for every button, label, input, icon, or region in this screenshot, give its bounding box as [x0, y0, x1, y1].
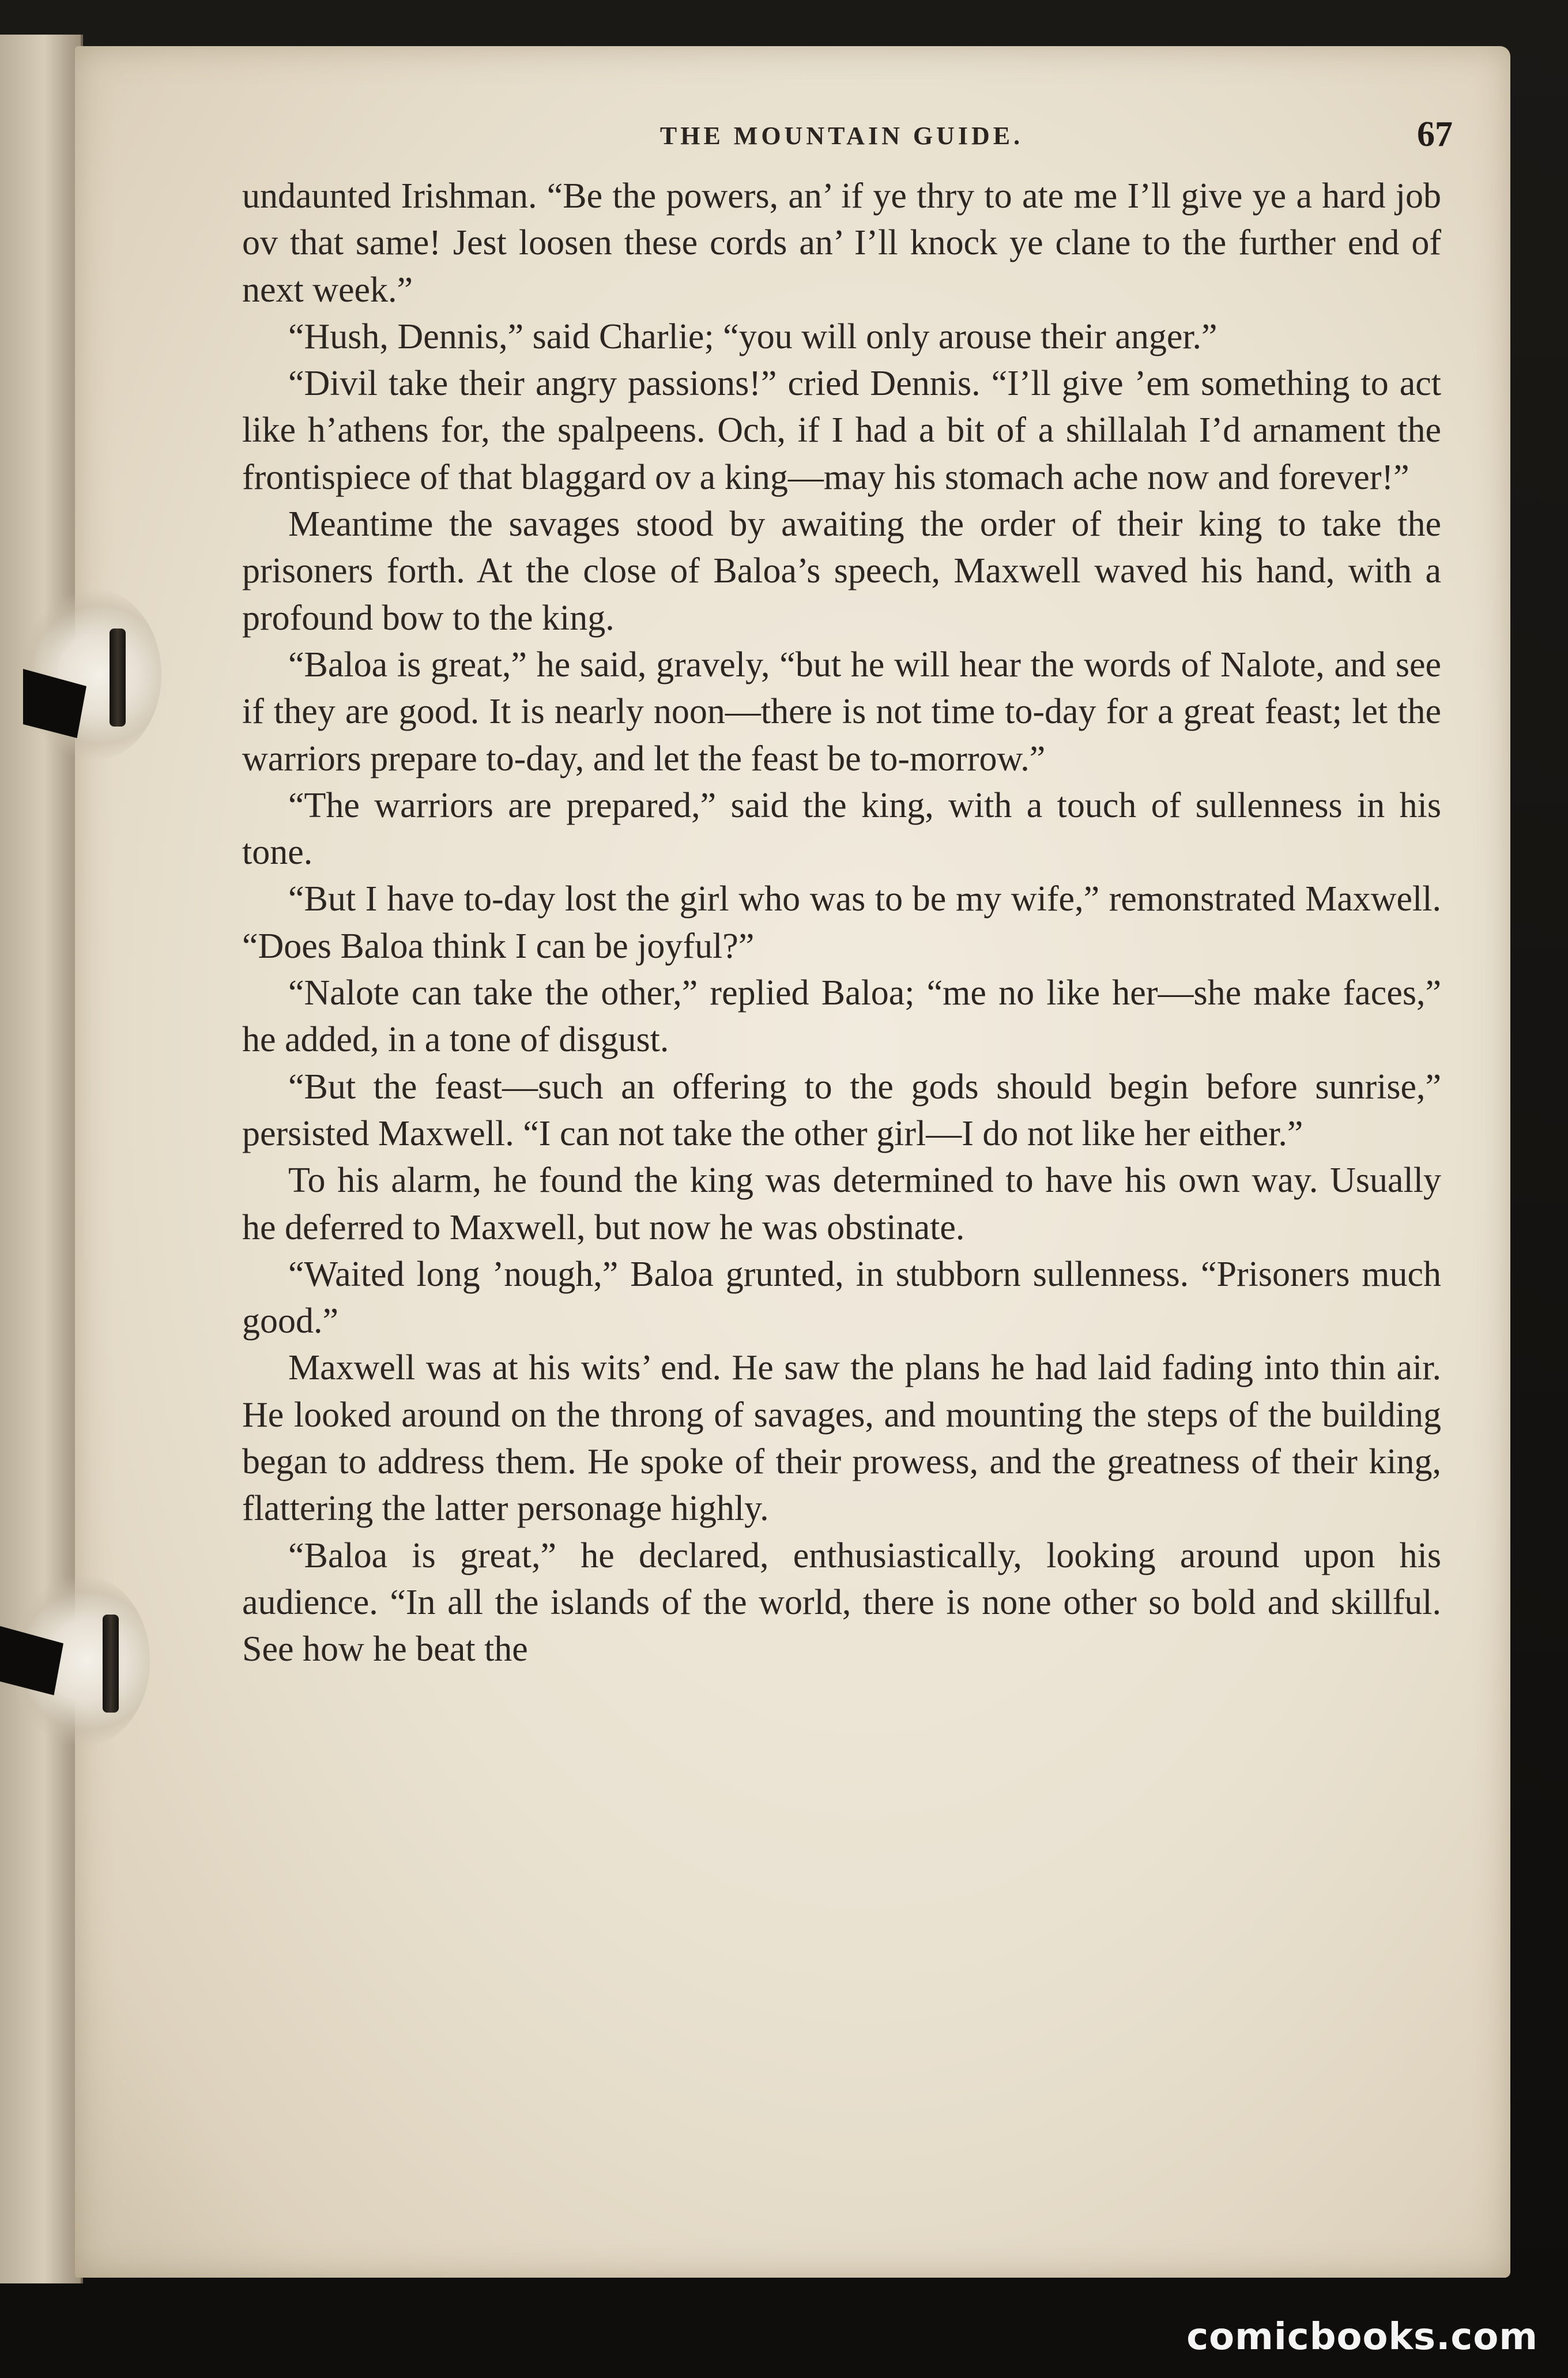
paragraph: To his alarm, he found the king was determined to have his own way. Usually he deferred to Maxwell, but now he was obstinate.	[242, 1161, 1441, 1247]
paragraph: “The warriors are prepared,” said the king, with a touch of sullenness in his tone.	[242, 785, 1441, 872]
paragraph: “Nalote can take the other,” replied Baloa; “me no like her—she make faces,” he added, in a tone of disgust.	[242, 973, 1441, 1060]
paragraph: “Hush, Dennis,” said Charlie; “you will only arouse their anger.”	[288, 317, 1218, 356]
paragraph: “Divil take their angry passions!” cried Dennis. “I’ll give ’em something to act like h’athens for, the spalpeens. Och, if I had a bit of a shillalah I’d arnament the frontispiece of that blaggard ov a king—may his stomach ache now and forever!”	[242, 364, 1441, 497]
paragraph: Maxwell was at his wits’ end. He saw the plans he had laid fading into thin air. He looked around on the throng of savages, and mounting the steps of the building began to address them. He spoke of their prowess, and the greatness of their king, flattering the latter personage highly.	[242, 1348, 1441, 1529]
paragraph: “But the feast—such an offering to the gods should begin before sunrise,” persisted Maxwell. “I can not take the other girl—I do not like her either.”	[242, 1067, 1441, 1153]
paragraph: undaunted Irishman. “Be the powers, an’ if ye thry to ate me I’ll give ye a hard job ov that same! Jest loosen these cords an’ I’ll knock ye clane to the further end of next week.”	[242, 176, 1441, 310]
body-text	[242, 173, 1441, 1673]
staple-wire-lower	[103, 1615, 119, 1713]
paragraph: “But I have to-day lost the girl who was to be my wife,” remonstrated Maxwell. “Does Baloa think I can be joyful?”	[242, 879, 1441, 966]
previous-page-edge	[0, 35, 83, 2283]
page-number: 67	[1417, 115, 1453, 154]
book-page	[75, 46, 1510, 2278]
paragraph: “Waited long ’nough,” Baloa grunted, in stubborn sullenness. “Prisoners much good.”	[242, 1254, 1441, 1341]
page-content	[242, 104, 1453, 1673]
watermark: comicbooks.com	[1186, 2316, 1538, 2358]
running-head	[242, 104, 1453, 173]
paragraph: Meantime the savages stood by awaiting the order of their king to take the prisoners forth. At the close of Baloa’s speech, Maxwell waved his hand, with a profound bow to the king.	[242, 505, 1441, 638]
paragraph: “Baloa is great,” he declared, enthusiastically, looking around upon his audience. “In all the islands of the world, there is none other so bold and skillful. See how he beat the	[242, 1536, 1441, 1669]
running-title: THE MOUNTAIN GUIDE.	[659, 122, 1024, 150]
paragraph: “Baloa is great,” he said, gravely, “but he will hear the words of Nalote, and see if they are good. It is nearly noon—there is not time to-day for a great feast; let the warriors prepare to-day, and let the feast be to-morrow.”	[242, 645, 1441, 778]
staple-wire-upper	[110, 629, 126, 727]
